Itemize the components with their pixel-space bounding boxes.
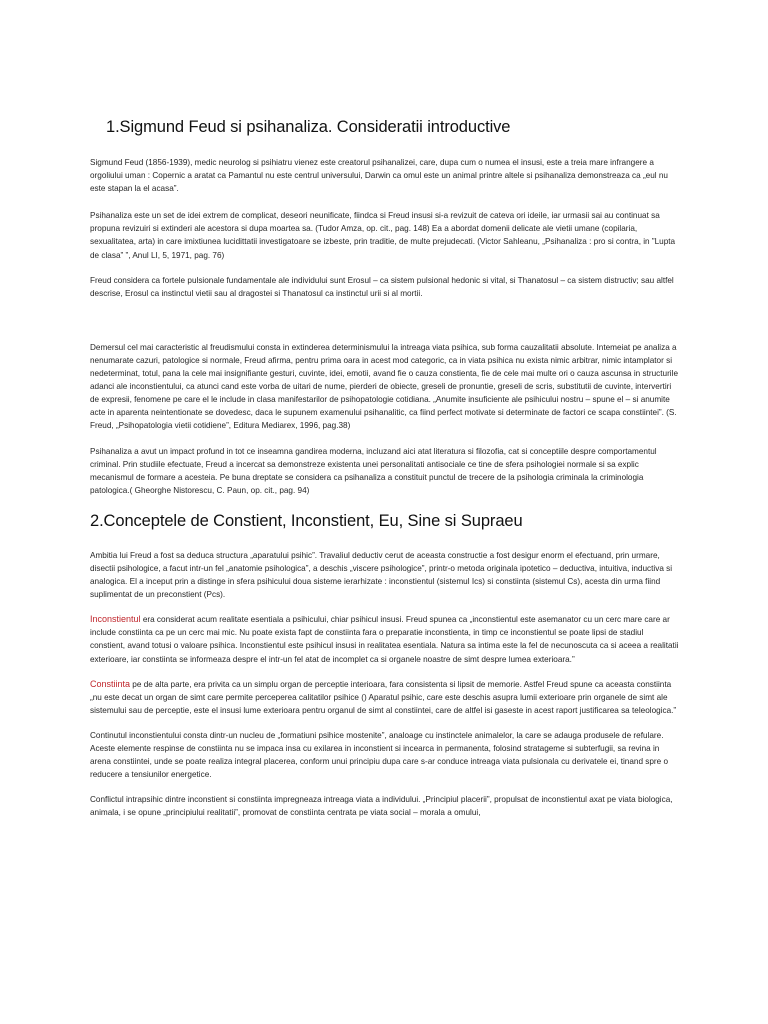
section-1-heading: 1.Sigmund Feud si psihanaliza. Consideratii introductive bbox=[106, 118, 511, 136]
term-inconstientul: Inconstientul bbox=[90, 614, 141, 625]
paragraph-inconstient bbox=[90, 613, 680, 665]
paragraph: Psihanaliza a avut un impact profund in tot ce inseamna gandirea moderna, incluzand aici atat literatura si filozofia, cat si conceptiile despre comportamentul criminal. Prin studiile efectuate, Freud a incercat sa demonstreze existenta unei personalitati antisociale ce tine de sfera psihologiei normale si sa explic mecanismul de formare a acesteia. Pe buna dreptate se considera ca psihanaliza a constituit punctul de trecere de la psihologia criminala la criminologia patologica.( Gheorghe Nistorescu, C. Paun, op. cit., pag. 94) bbox=[90, 446, 657, 495]
paragraph-constiinta bbox=[90, 678, 680, 717]
paragraph: Freud considera ca fortele pulsionale fundamentale ale individului sunt Erosul – ca sistem pulsional hedonic si vital, si Thanatosul – ca sistem distructiv; sau altfel descrise, Erosul ca instinctul vietii sau al dragostei si Thanatosul ca instinctul urii si al mortii. bbox=[90, 275, 674, 298]
paragraph: Demersul cel mai caracteristic al freudismului consta in extinderea determinismului la intreaga viata psihica, sub forma cauzalitatii absolute. Intemeiat pe analiza a nenumarate cazuri, patologice si normale, Freud afirma, pentru prima oara in acest mod categoric, ca in viata psihica nu exista nimic arbitrar, nimic intamplator si nedeterminat, totul, pana la cele mai insignifiante gesturi, cuvinte, idei, emotii, avand fie o cauza constienta, fie de cele mai multe ori o cauza ascunsa in structurile adanci ale inconstientului, ca atunci cand este vorba de uitari de nume, pierderi de obiecte, greseli de pronuntie, greseli de scris, substitutii de cuvinte, intervertiri de expresii, fenomene pe care el le include in clasa manifestarilor de psihopatologie cotidiana. „Anumite insuficiente ale psihicului nostru – spune el – si anumite acte in aparenta neintentionate se dovedesc, daca le supunem examenului psihanalitic, ca fiind perfect motivate si determinate de factori ce scapa constiintei”. (S. Freud, „Psihopatologia vietii cotidiene”, Editura Mediarex, 1996, pag.38) bbox=[90, 342, 678, 431]
blank-space bbox=[90, 312, 680, 341]
paragraph: Ambitia lui Freud a fost sa deduca structura „aparatului psihic”. Travaliul deductiv cerut de aceasta constructie a fost desigur enorm el efectuand, prin urmare, disectii psihologice, a facut intr-un fel „anatomie psihologica”, a deschis „viscere psihologice”, printr-o metoda originala ipotetico – deductiva, intuitiva, inductiva si analogica. El a inceput prin a distinge in sfera psihicului doua sisteme ierarhizate : inconstientul (sistemul Ics) si constiinta (sistemul Cs), acesta din urma fiind suplimentat de un preconstient (Pcs). bbox=[90, 550, 673, 600]
paragraph-text: era considerat acum realitate esentiala a psihicului, chiar psihicul insusi. Freud spunea ca „inconstientul este asemanator cu un cerc mare care ar include constiinta ca pe un cerc mai mic. Nu poate exista fapt de constiinta fara o preparatie inconstienta, in timp ce inconstientul se poate lipsi de stadiul constient, avand totusi o valoare psihica. Inconstientul este psihicul insusi in realitatea esentiala. Natura sa intima este la fel de necunoscuta ca si aceea a realitatii exterioare, iar constiinta se informeaza despre el intr-un fel atat de incomplet ca si organele noastre de simt despre lumea exterioara.” bbox=[90, 615, 679, 664]
paragraph: Sigmund Feud (1856-1939), medic neurolog si psihiatru vienez este creatorul psihanalizei, care, dupa cum o numea el insusi, este a treia mare infrangere a orgoliului uman : Copernic a aratat ca Pamantul nu este centrul universului, Darwin ca omul este un animal printre altele si psihanaliza demonstreaza ca „eul nu este stapan la el acasa”. bbox=[90, 158, 668, 194]
paragraph: Continutul inconstientului consta dintr-un nucleu de „formatiuni psihice mostenite”, analoage cu instinctele animalelor, la care se adauga produsele de refulare. Aceste elemente respinse de constiinta nu se impaca insa cu exilarea in inconstient si incearca in permanenta, folosind stratageme si subterfugii, sa revina in arena constiintei, unde se poate realiza integral placerea, conform unui principiu dupa care s-ar conduce intreaga viata pulsionala cu derivatele ei, tinand spre o reducere a tensiunilor energetice. bbox=[90, 730, 669, 780]
section-2-heading: 2.Conceptele de Constient, Inconstient, Eu, Sine si Supraeu bbox=[90, 511, 523, 530]
paragraph: Conflictul intrapsihic dintre inconstient si constiinta impregneaza intreaga viata a individului. „Principiul placerii”, propulsat de inconstientul axat pe viata biologica, animala, i se opune „principiului realitatii”, promovat de constiinta centrata pe viata social – morala a omului, bbox=[90, 795, 673, 818]
term-constiinta: Constiinta bbox=[90, 678, 131, 689]
paragraph-text: pe de alta parte, era privita ca un simplu organ de perceptie interioara, fara consistenta si lipsit de memorie. Astfel Freud spune ca aceasta constiinta „nu este decat un organ de simt care permite perceperea calitatilor psihice () Aparatul psihic, care este deschis asupra lumii exterioare prin organele de simt ale sistemului sau de perceptie, este el insusi lume exterioara pentru organul de simt al constiintei, care de altfel isi gaseste in acest raport justificarea sa teleologica.” bbox=[90, 679, 677, 715]
paragraph: Psihanaliza este un set de idei extrem de complicat, deseori neunificate, fiindca si Freud insusi si-a revizuit de cateva ori ideile, iar urmasii sai au continuat sa propuna revizuiri si extinderi ale acestora si dupa moartea sa. (Tudor Amza, op. cit., pag. 148) Ea a abordat domenii delicate ale vietii umane (copilaria, sexualitatea, arta) in care imixtiunea lucidittatii investigatoare se izbeste, prin traditie, de multe prejudecati. (Victor Sahleanu, „Psihanaliza : pro si contra, in ”Lupta de clasa” ”, Anul LI, 5, 1971, pag. 76) bbox=[90, 211, 676, 260]
